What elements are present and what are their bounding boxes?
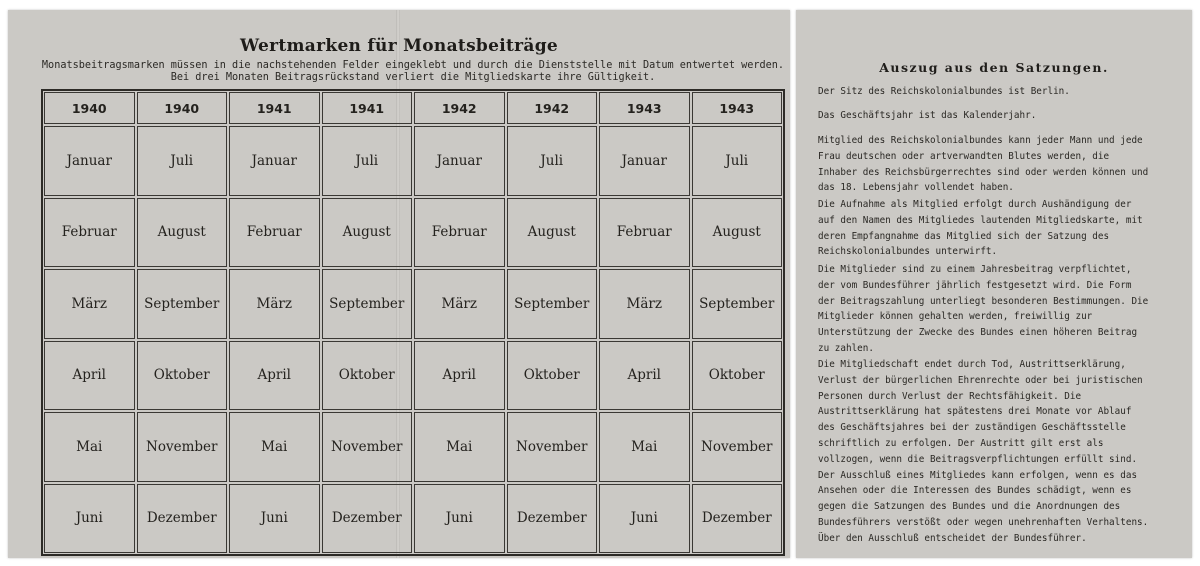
month-stamp-field: Januar (414, 126, 505, 196)
month-stamp-field: Mai (44, 412, 135, 482)
month-stamp-field: Dezember (507, 484, 598, 554)
statute-paragraph: Die Mitgliedschaft endet durch Tod, Austrittserklärung, Verlust der bürgerlichen Ehrenrechte oder bei juristischen Personen durch Verlust der Rechtsfähigkeit. Die Austrittserklärung hat spätestens drei Monate vor Ablauf des Geschäftsjahres bei der zuständigen Geschäftsstelle schriftlich zu erfolgen. Der Austritt gilt erst als vollzogen, wenn die Beitragsverpflichtungen erfüllt sind. Der Ausschluß eines Mitgliedes kann erfolgen, wenn es das Ansehen oder die Interessen des Bundes schädigt, wenn es gegen die Satzungen des Bundes und die Anordnungen des Bundesführers verstößt oder wegen unehrenhaften Verhaltens. Über den Ausschluß entscheidet der Bundesführer. (818, 359, 1149, 544)
year-header: 1940 (44, 92, 135, 124)
month-stamp-field: März (44, 269, 135, 339)
year-header: 1940 (137, 92, 228, 124)
year-header: 1943 (599, 92, 690, 124)
month-stamp-field: März (229, 269, 320, 339)
month-stamp-field: Mai (599, 412, 690, 482)
month-stamp-field: Oktober (507, 341, 598, 411)
year-header: 1941 (229, 92, 320, 124)
statute-paragraph: Das Geschäftsjahr ist das Kalenderjahr. (818, 110, 1037, 121)
month-stamp-field: August (322, 198, 413, 268)
month-stamp-field: März (599, 269, 690, 339)
month-stamp-field: November (507, 412, 598, 482)
month-stamp-field: März (414, 269, 505, 339)
month-stamp-field: Juni (44, 484, 135, 554)
month-stamp-field: Oktober (692, 341, 783, 411)
month-stamp-field: September (322, 269, 413, 339)
month-stamp-field: Oktober (137, 341, 228, 411)
month-stamp-field: Februar (44, 198, 135, 268)
month-stamp-field: April (414, 341, 505, 411)
month-stamp-field: Juni (599, 484, 690, 554)
month-stamp-field: Mai (414, 412, 505, 482)
month-stamp-field: Februar (599, 198, 690, 268)
month-stamp-field: Januar (599, 126, 690, 196)
notice-line-2: Bei drei Monaten Beitragsrückstand verliert die Mitgliedskarte ihre Gültigkeit. (170, 71, 656, 83)
month-stamp-field: Juli (507, 126, 598, 196)
month-stamp-field: Januar (44, 126, 135, 196)
month-stamp-field: Oktober (322, 341, 413, 411)
month-stamp-field: November (322, 412, 413, 482)
month-stamp-field: Juni (229, 484, 320, 554)
month-stamp-field: Mai (229, 412, 320, 482)
year-header: 1942 (507, 92, 598, 124)
month-stamp-field: September (692, 269, 783, 339)
statute-paragraph: Der Sitz des Reichskolonialbundes ist Berlin. (818, 86, 1070, 97)
month-stamp-field: Dezember (692, 484, 783, 554)
month-stamp-field: November (137, 412, 228, 482)
month-stamp-field: Februar (229, 198, 320, 268)
month-stamp-field: Februar (414, 198, 505, 268)
month-stamp-field: Juli (322, 126, 413, 196)
stamp-grid (41, 89, 785, 556)
year-header: 1942 (414, 92, 505, 124)
month-stamp-field: November (692, 412, 783, 482)
month-stamp-field: Dezember (137, 484, 228, 554)
year-header: 1943 (692, 92, 783, 124)
month-stamp-field: Januar (229, 126, 320, 196)
month-stamp-field: August (137, 198, 228, 268)
month-stamp-field: April (229, 341, 320, 411)
month-stamp-field: September (507, 269, 598, 339)
month-stamp-field: Dezember (322, 484, 413, 554)
page-title: Wertmarken für Monatsbeiträge (239, 36, 559, 56)
month-stamp-field: Juli (137, 126, 228, 196)
stamp-notice (40, 60, 786, 83)
statute-paragraph: Die Mitglieder sind zu einem Jahresbeitrag verpflichtet, der vom Bundesführer jährlich festgesetzt wird. Die Form der Beitragszahlung unterliegt besonderen Bestimmungen. Die Mitglieder können gehalten werden, freiwillig zur Unterstützung der Zwecke des Bundes einen höheren Beitrag zu zahlen. (818, 264, 1149, 354)
year-header: 1941 (322, 92, 413, 124)
statute-paragraph: Die Aufnahme als Mitglied erfolgt durch Aushändigung der auf den Namen des Mitgliedes lautenden Mitgliedskarte, mit deren Empfangnahme das Mitglied sich der Satzung des Reichskolonialbundes unterwirft. (818, 199, 1143, 258)
statute-paragraph: Mitglied des Reichskolonialbundes kann jeder Mann und jede Frau deutschen oder artverwandten Blutes werden, die Inhaber des Reichsbürgerrechtes sind oder werden können und das 18. Lebensjahr vollendet haben. (818, 135, 1149, 194)
month-stamp-field: April (599, 341, 690, 411)
month-stamp-field: August (692, 198, 783, 268)
notice-line-1: Monatsbeitragsmarken müssen in die nachstehenden Felder eingeklebt und durch die Dienststelle mit Datum entwertet werden. (41, 60, 785, 71)
month-stamp-field: August (507, 198, 598, 268)
statutes-title: Auszug aus den Satzungen. (879, 60, 1109, 75)
month-stamp-field: Juni (414, 484, 505, 554)
month-stamp-field: September (137, 269, 228, 339)
month-stamp-field: April (44, 341, 135, 411)
month-stamp-field: Juli (692, 126, 783, 196)
